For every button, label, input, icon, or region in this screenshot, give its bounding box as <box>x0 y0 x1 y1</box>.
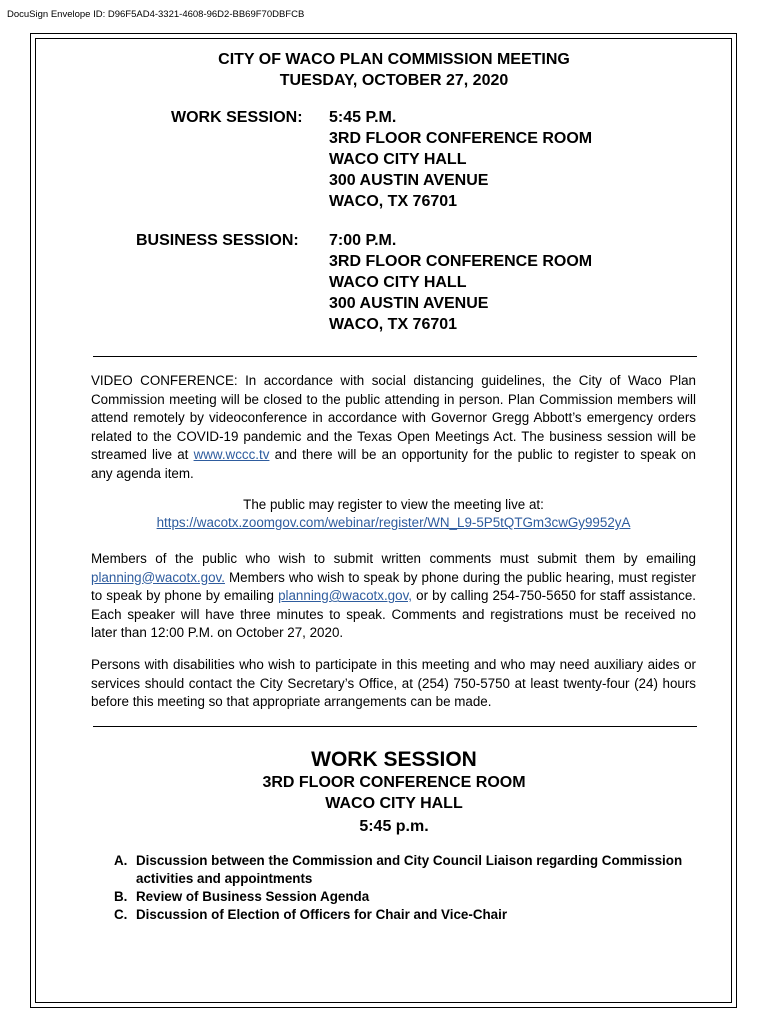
video-conference-paragraph <box>91 372 696 483</box>
register-url-line <box>91 514 696 533</box>
wccc-link[interactable]: www.wccc.tv <box>193 447 270 462</box>
disabilities-paragraph: Persons with disabilities who wish to participate in this meeting and who may need auxiliary aides or services should contact the City Secretary’s Office, at (254) 750-5750 at least twenty-four (24) hours before this meeting so that appropriate arrangements can be made. <box>91 657 696 709</box>
business-session-address-line: WACO CITY HALL <box>329 274 467 291</box>
agenda-item-text: Discussion between the Commission and City Council Liaison regarding Commission activities and appointments <box>136 853 683 886</box>
agenda-item-text: Discussion of Election of Officers for Chair and Vice-Chair <box>136 907 508 922</box>
video-conference-text: VIDEO CONFERENCE: In accordance with social distancing guidelines, the City of Waco Plan Commission meeting will be closed to the public attending in person. Plan Commission members will attend remotely by videoconference in accordance with Governor Gregg Abbott’s emergency orders related to the COVID-19 pandemic and the Texas Open Meetings Act. The business session will be streamed live at <box>91 373 696 462</box>
work-session-heading: WORK SESSION <box>311 748 477 771</box>
work-session-time: 5:45 P.M. <box>329 109 397 126</box>
work-session-start-time: 5:45 p.m. <box>359 818 429 835</box>
docusign-envelope-id: DocuSign Envelope ID: D96F5AD4-3321-4608-96D2-BB69F70DBFCB <box>7 9 305 20</box>
agenda-item-letter: A. <box>114 853 128 868</box>
agenda-item-letter: C. <box>114 907 128 922</box>
work-session-venue: WACO CITY HALL <box>325 795 463 812</box>
agenda-item <box>114 852 694 888</box>
business-session-address-line: 300 AUSTIN AVENUE <box>329 295 489 312</box>
video-conference-text-end: and there will be an opportunity for the public to register to speak on any agenda item. <box>91 447 696 481</box>
comments-paragraph <box>91 550 696 643</box>
agenda-item <box>114 888 694 906</box>
agenda-list <box>114 852 694 924</box>
work-session-address-line: WACO, TX 76701 <box>329 193 458 210</box>
agenda-item-letter: B. <box>114 889 128 904</box>
divider <box>93 356 697 357</box>
meeting-title: CITY OF WACO PLAN COMMISSION MEETING <box>218 51 570 68</box>
work-session-address-line: WACO CITY HALL <box>329 151 467 168</box>
planning-email-link[interactable]: planning@wacotx.gov. <box>91 569 225 585</box>
work-session-address-line: 3RD FLOOR CONFERENCE ROOM <box>329 130 593 147</box>
work-session-address-line: 300 AUSTIN AVENUE <box>329 172 489 189</box>
zoom-register-link[interactable]: https://wacotx.zoomgov.com/webinar/register/WN_L9-5P5tQTGm3cwGy9952yA <box>156 515 631 530</box>
divider <box>93 726 697 727</box>
business-session-address-line: 3RD FLOOR CONFERENCE ROOM <box>329 253 593 270</box>
work-session-room: 3RD FLOOR CONFERENCE ROOM <box>262 774 526 791</box>
register-text: The public may register to view the meeting live at: <box>243 497 544 512</box>
business-session-time: 7:00 P.M. <box>329 232 397 249</box>
comments-text: Members who wish to speak by phone during the public hearing, must register to speak by phone by emailing <box>91 569 696 603</box>
business-session-label: BUSINESS SESSION: <box>136 232 299 249</box>
comments-text: Members of the public who wish to submit written comments must submit them by emailing <box>91 551 696 566</box>
business-session-address-line: WACO, TX 76701 <box>329 316 458 333</box>
agenda-item <box>114 906 694 924</box>
meeting-date: TUESDAY, OCTOBER 27, 2020 <box>279 72 509 89</box>
comments-text: or by calling 254-750-5650 for staff assistance. Each speaker will have three minutes to speak. Comments and registrations must be received no later than 12:00 P.M. on October 27, 2020. <box>91 588 696 640</box>
agenda-item-text: Review of Business Session Agenda <box>136 889 370 904</box>
planning-email-link-2[interactable]: planning@wacotx.gov, <box>278 588 413 603</box>
work-session-label: WORK SESSION: <box>171 109 303 126</box>
